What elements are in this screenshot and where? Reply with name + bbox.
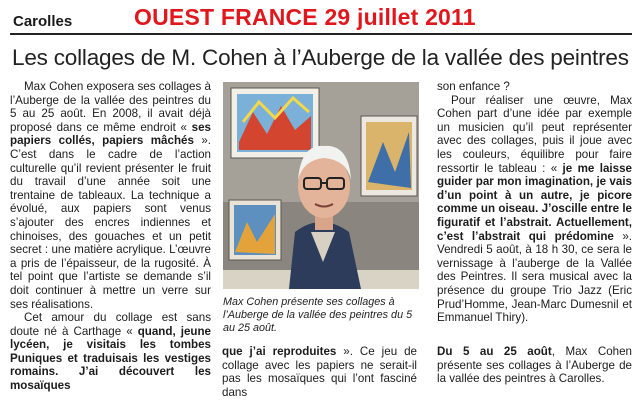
article-column-3-end	[437, 345, 632, 386]
article-headline: Les collages de M. Cohen à l’Auberge de la vallée des peintres	[12, 45, 629, 70]
artist-photo	[223, 82, 419, 289]
paragraph	[222, 345, 417, 399]
article-column-1	[10, 80, 211, 393]
photo-caption: Max Cohen présente ses collages à l’Auberge de la vallée des peintres du 5 au 25 août.	[223, 296, 413, 334]
quote-bold: ses papiers collés, papiers mâchés	[10, 120, 211, 148]
masthead	[10, 2, 632, 28]
quote-bold: quand, jeune lycéen, je visitais les tombes Puniques et traduisais les vestiges romains. J’ai découvert les mosaïques	[10, 324, 212, 393]
paragraph	[437, 345, 632, 386]
locality-label: Carolles	[13, 13, 73, 30]
date-bold: Du 5 au 25 août	[437, 345, 552, 358]
header-rule	[10, 33, 632, 35]
text-run: Pour réaliser une œuvre, Max Cohen part d’une idée par exemple un musicien qu’il peut représenter avec des collages, puis il joue avec les couleurs, équilibre pour faire ressortir le tableau : «	[437, 93, 632, 175]
quote-bold: je me laisse guider par mon imagination, je vais d’un point à un autre, je picore comme un oiseau. J’oscille entre le figuratif et l’abstrait. Actuellement, c’est l’abstrait qui prédomine	[437, 161, 632, 243]
text-run: Max Cohen exposera ses collages à l’Auberge de la vallée des peintres du 5 au 25 août. En 2008, il avait déjà proposé dans ce même endroit «	[10, 80, 211, 134]
paragraph	[437, 94, 632, 325]
paragraph	[10, 311, 211, 393]
text-run: Cet amour du collage est sans doute né à Carthage «	[10, 311, 211, 338]
article-column-2	[222, 345, 417, 399]
article-column-3	[437, 80, 632, 325]
text-run: , Max Cohen présente ses collages à l’Auberge de la vallée des peintres à Carolles.	[437, 345, 633, 386]
artist-portrait-image	[223, 82, 419, 289]
text-run: ». Vendredi 5 août, à 18 h 30, ce sera le vernissage à l’auberge de la Vallée des Peintres. Il sera musical avec la présence du groupe Trio Jazz (Eric Prud’Homme, Jean-Marc Dumesnil et Emmanuel Thiry).	[437, 229, 633, 325]
publication-banner: OUEST FRANCE 29 juillet 2011	[134, 4, 476, 30]
text-run: ». Ce jeu de collage avec les papiers ne serait-il pas les mosaïques qui l’ont fasciné dans	[222, 345, 417, 399]
quote-bold: que j’ai reproduites	[222, 345, 337, 358]
paragraph: son enfance ?	[437, 80, 510, 93]
paragraph	[10, 80, 211, 311]
text-run: ». C’est dans le cadre de l’action culturelle qu’il revient présenter le fruit du travail d’une année soit une trentaine de tableaux. La technique a évolué, aux papiers sont venus s’ajouter des encres indiennes et chinoises, des gouaches et un petit secret : une matière acrylique. L’œuvre a pris de l’épaisseur, de la rugosité. À tel point que l’artiste se demande s’il doit continuer à mettre un verre sur ses réalisations.	[10, 134, 211, 311]
